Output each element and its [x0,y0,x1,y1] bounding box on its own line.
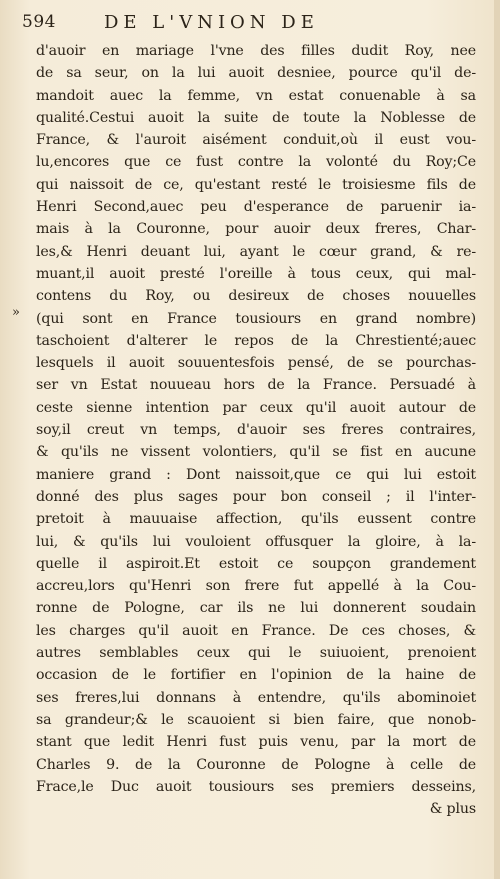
text-line: taschoient d'alterer le repos de la Chrestienté;auec [36,332,476,349]
quotation-marker: » [12,305,20,320]
text-line: quelle il aspiroit.Et estoit ce soupçon grandement [36,555,476,572]
text-line: d'auoir en mariage l'vne des filles dudit Roy, nee [36,43,476,59]
text-line: accreu,lors qu'Henri son frere fut appellé à la Cou- [36,578,476,595]
text-line: ronne de Pologne, car ils ne lui donnerent soudain [36,600,476,617]
text-line: Henri Second,auec peu d'esperance de paruenir ia- [36,199,476,216]
text-line: de sa seur, on la lui auoit desniee, pource qu'il de- [36,65,476,82]
text-line: ceste sienne intention par ceux qu'il auoit autour de [36,399,476,416]
text-line: stant que ledit Henri fust puis venu, par la mort de [36,734,476,751]
text-line: lui, & qu'ils lui vouloient offusquer la gloire, à la- [36,533,476,550]
text-line: pretoit à mauuaise affection, qu'ils eussent contre [36,511,476,528]
text-line: sa grandeur;& le scauoient si bien faire, que nonob- [36,711,476,728]
text-line: les charges qu'il auoit en France. De ces choses, & [36,622,476,639]
page-number: 594 [22,12,56,32]
text-line: contens du Roy, ou desireux de choses nouuelles [36,288,476,305]
page-edge [494,0,500,879]
text-line: occasion de le fortifier en l'opinion de la haine de [36,667,476,684]
text-line: Charles 9. de la Couronne de Pologne à celle de [36,756,476,773]
text-line: qui naissoit de ce, qu'estant resté le troisiesme fils de [36,176,476,193]
text-line: qualité.Cestui auoit la suite de toute la Noblesse de [36,109,476,126]
text-line: les,& Henri deuant lui, ayant le cœur grand, & re- [36,243,476,260]
text-line: lu,encores que ce fust contre la volonté du Roy;Ce [36,154,476,171]
text-line: & qu'ils ne vissent volontiers, qu'il se fist en aucune [36,444,476,461]
body-text [36,40,476,820]
text-line: muant,il auoit presté l'oreille à tous ceux, qui mal- [36,265,476,282]
text-line: lesquels il auoit souuentesfois pensé, de se pourchas- [36,355,476,372]
text-line: (qui sont en France tousiours en grand nombre) [36,310,476,327]
page-header [22,10,482,36]
text-line: soy,il creut vn temps, d'auoir ses freres contraires, [36,422,476,439]
text-line: mais à la Couronne, pour auoir deux freres, Char- [36,221,476,238]
text-line: maniere grand : Dont naissoit,que ce qui lui estoit [36,466,476,483]
text-line: ses freres,lui donnans à entendre, qu'ils abominoiet [36,689,476,706]
text-line: ser vn Estat nouueau hors de la France. Persuadé à [36,377,476,394]
text-line: mandoit auec la femme, vn estat conuenable à sa [36,87,476,104]
running-title: DE L'VNION DE [104,12,319,33]
text-line: autres semblables ceux qui le suiuoient, prenoient [36,645,476,662]
text-line: Frace,le Duc auoit tousiours ses premiers desseins, [36,778,476,795]
catchword: & plus [429,801,476,818]
text-line: France, & l'auroit aisément conduit,où il eust vou- [36,132,476,149]
text-line: donné des plus sages pour bon conseil ; il l'inter- [36,488,476,505]
